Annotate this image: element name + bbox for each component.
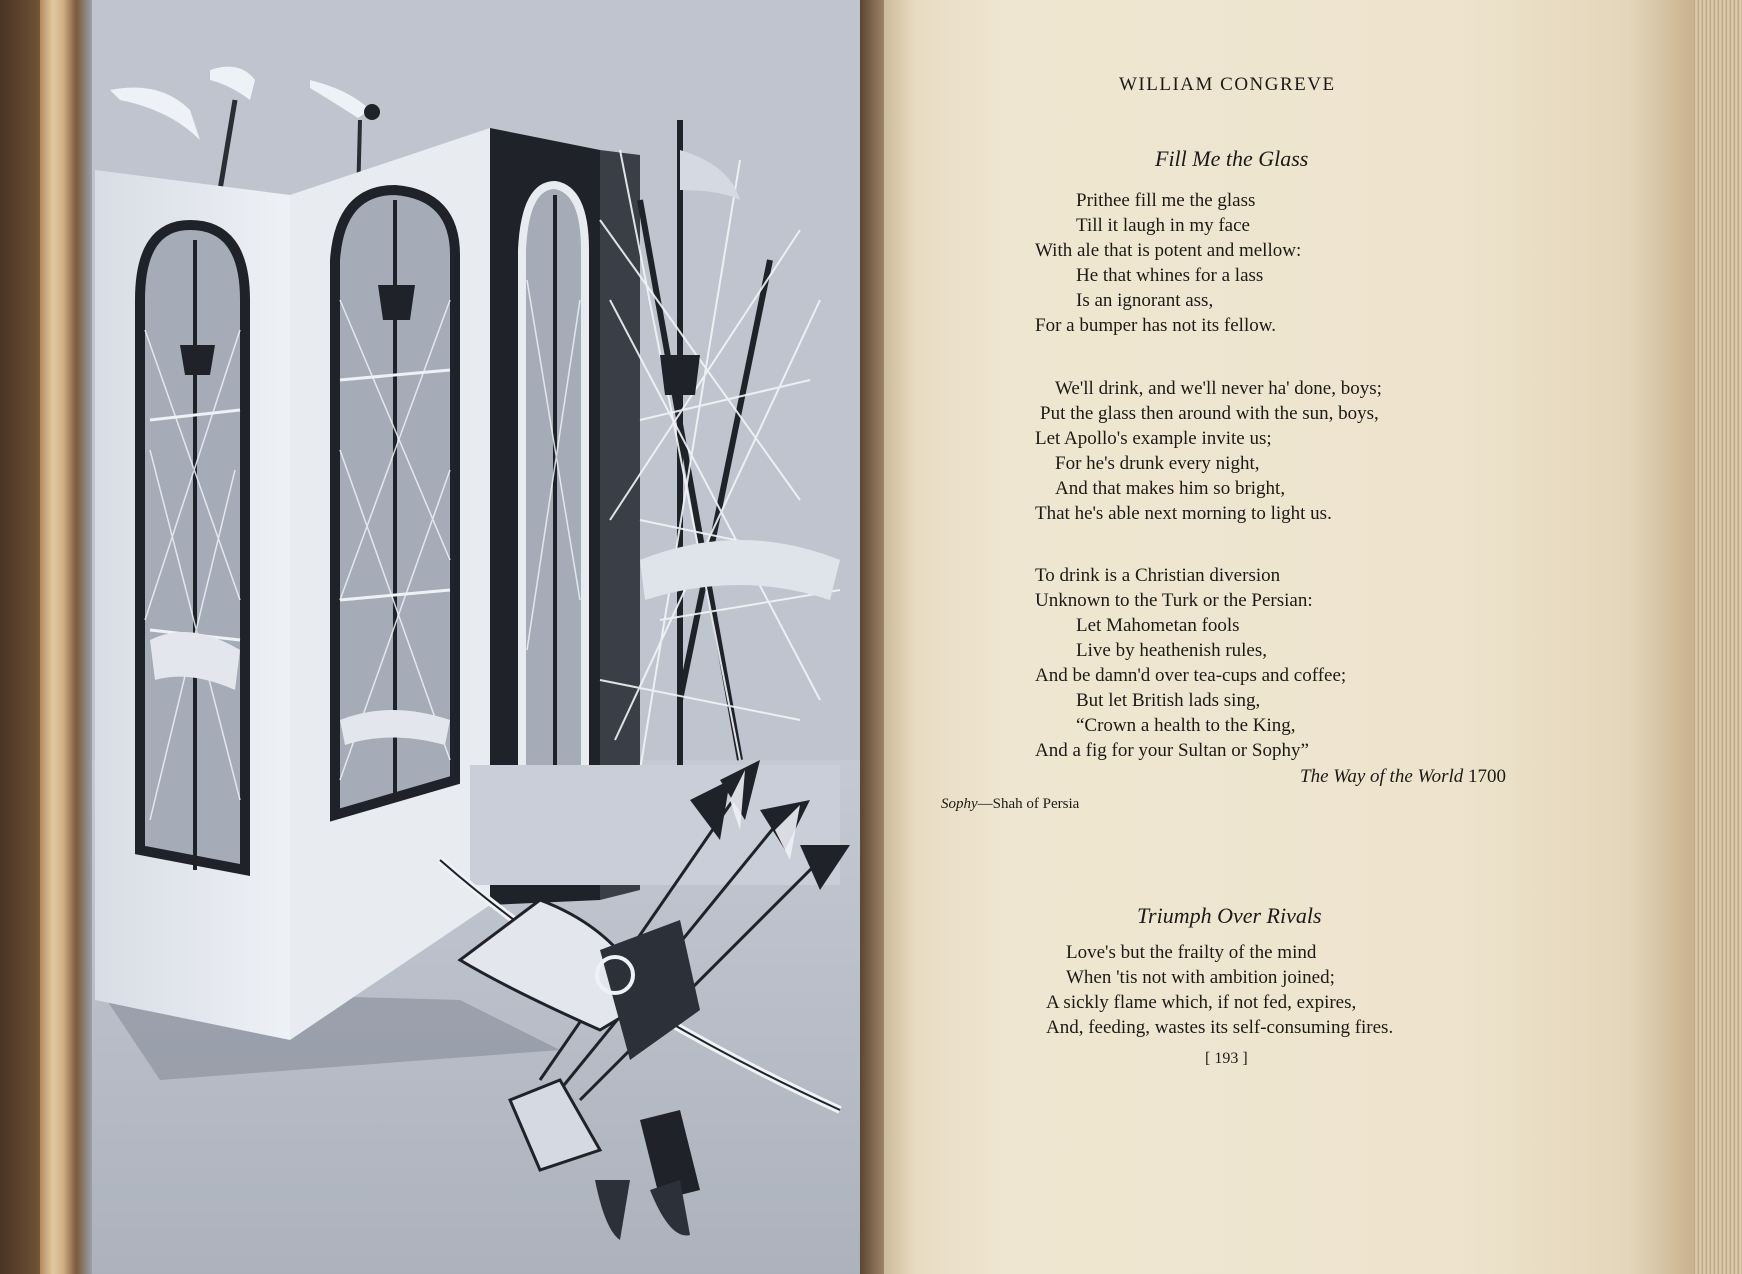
- right-page-edge: [1694, 0, 1742, 1274]
- right-page: [884, 0, 1694, 1274]
- poem-line: Put the glass then around with the sun, boys,: [1040, 403, 1379, 424]
- poem-line: That he's able next morning to light us.: [1035, 503, 1332, 524]
- poem-line: Is an ignorant ass,: [1076, 290, 1214, 311]
- footnote-term: Sophy: [941, 796, 978, 812]
- source-year: 1700: [1468, 766, 1507, 787]
- poem-line: Live by heathenish rules,: [1076, 640, 1268, 661]
- poem-line: With ale that is potent and mellow:: [1035, 240, 1302, 261]
- left-page: [40, 0, 882, 1274]
- poem-line: “Crown a health to the King,: [1076, 715, 1296, 736]
- poem-line: But let British lads sing,: [1076, 690, 1261, 711]
- page-number: [ 193 ]: [1205, 1050, 1248, 1067]
- poem-line: For a bumper has not its fellow.: [1035, 315, 1276, 336]
- poem-line: To drink is a Christian diversion: [1035, 565, 1281, 586]
- left-page-edge: [40, 0, 92, 1274]
- author-heading: WILLIAM CONGREVE: [1119, 74, 1336, 95]
- poem-line: Let Apollo's example invite us;: [1035, 428, 1272, 449]
- footnote: [941, 796, 1079, 813]
- poem-line: And that makes him so bright,: [1055, 478, 1286, 499]
- poem-line: A sickly flame which, if not fed, expires,: [1046, 992, 1357, 1013]
- poem-line: He that whines for a lass: [1076, 265, 1264, 286]
- poem-line: Till it laugh in my face: [1076, 215, 1250, 236]
- poem-line: And, feeding, wastes its self-consuming fires.: [1046, 1017, 1394, 1038]
- poem-title: Triumph Over Rivals: [1137, 903, 1322, 928]
- source-title: The Way of the World: [1300, 766, 1464, 787]
- poem-title: Fill Me the Glass: [1155, 146, 1309, 171]
- poem-line: Prithee fill me the glass: [1076, 190, 1256, 211]
- poem-line: And a fig for your Sultan or Sophy”: [1035, 740, 1309, 761]
- poem-line: We'll drink, and we'll never ha' done, boys;: [1055, 378, 1382, 399]
- poem-line: For he's drunk every night,: [1055, 453, 1260, 474]
- poem-line: Unknown to the Turk or the Persian:: [1035, 590, 1313, 611]
- poem-line: When 'tis not with ambition joined;: [1066, 967, 1335, 988]
- poem-line: And be damn'd over tea-cups and coffee;: [1035, 665, 1347, 686]
- ships-and-arrows-illustration: [40, 0, 882, 1274]
- footnote-definition: —Shah of Persia: [977, 796, 1080, 812]
- source-attribution: [1300, 766, 1506, 788]
- poem-line: Let Mahometan fools: [1076, 615, 1240, 636]
- poem-line: Love's but the frailty of the mind: [1066, 942, 1317, 963]
